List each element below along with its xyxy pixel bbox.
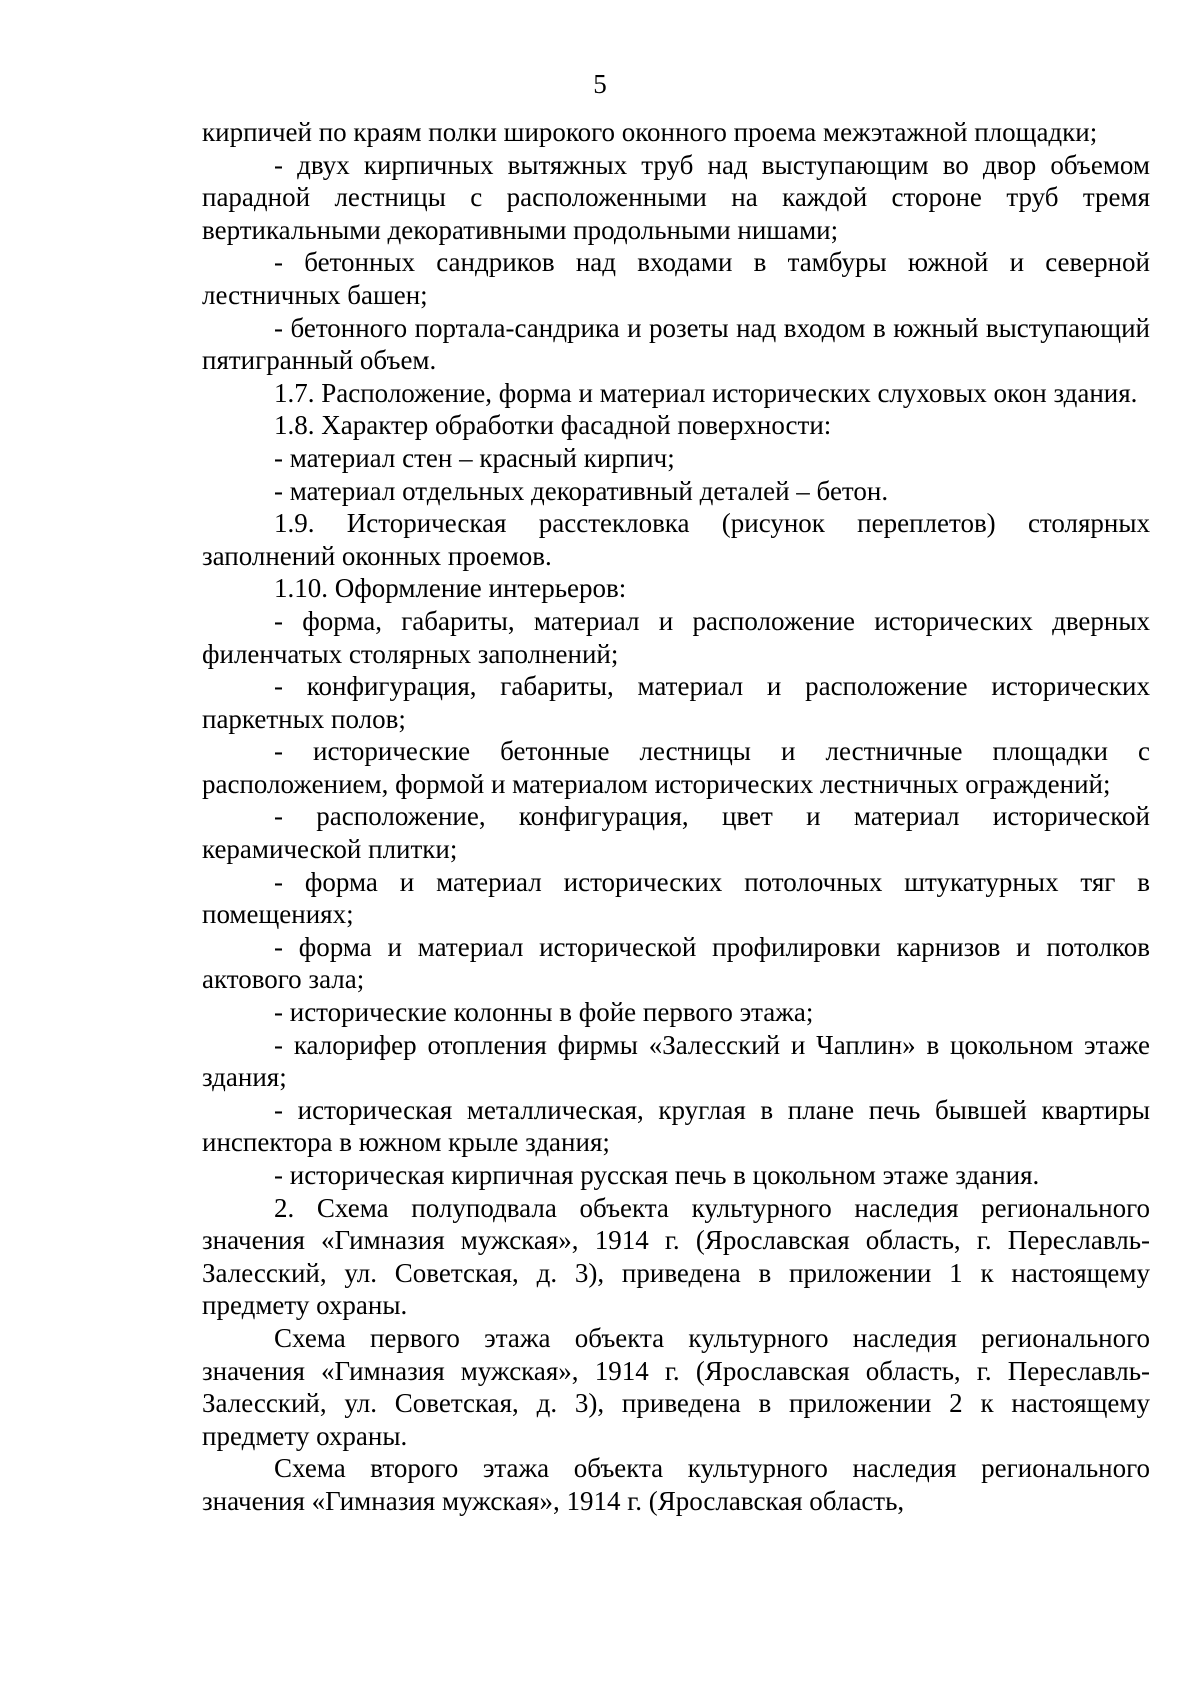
section-1-9: 1.9. Историческая расстекловка (рисунок переплетов) столярных заполнений оконных проемов. [202, 508, 1150, 571]
section-2: 2. Схема полуподвала объекта культурного наследия регионального значения «Гимназия мужская», 1914 г. (Ярославская область, г. Переславль-Залесский, ул. Советская, д. 3), приведена в приложении 1 к настоящему предмету охраны. [202, 1192, 1150, 1321]
page-number: 5 [593, 69, 607, 99]
document-body [202, 116, 1150, 1518]
list-item-ceiling-moldings: - форма и материал исторических потолочных штукатурных тяг в помещениях; [202, 866, 1150, 930]
list-item-parquet: - конфигурация, габариты, материал и расположение исторических паркетных полов; [202, 671, 1150, 734]
list-item-stairs: - исторические бетонные лестницы и лестничные площадки с расположением, формой и материалом исторических лестничных ограждений; [202, 736, 1150, 799]
section-1-7: 1.7. Расположение, форма и материал исторических слуховых окон здания. [274, 377, 1138, 408]
list-item-portal: - бетонного портала-сандрика и розеты над входом в южный выступающий пятигранный объем. [202, 312, 1150, 376]
list-item-doors: - форма, габариты, материал и расположение исторических дверных филенчатых столярных заполнений; [202, 605, 1150, 669]
paragraph-continuation: кирпичей по краям полки широкого оконного проема межэтажной площадки; [202, 117, 1098, 147]
list-item-metal-stove: - историческая металлическая, круглая в плане печь бывшей квартиры инспектора в южном крыле здания; [202, 1094, 1150, 1158]
list-item-sandriks: - бетонных сандриков над входами в тамбуры южной и северной лестничных башен; [202, 247, 1150, 310]
paragraph-second-floor-scheme: Схема второго этажа объекта культурного наследия регионального значения «Гимназия мужская», 1914 г. (Ярославская область, [202, 1453, 1150, 1516]
list-item-brick-stove: - историческая кирпичная русская печь в цокольном этаже здания. [274, 1160, 1040, 1190]
paragraph-first-floor-scheme: Схема первого этажа объекта культурного наследия регионального значения «Гимназия мужская», 1914 г. (Ярославская область, г. Переславль-Залесский, ул. Советская, д. 3), приведена в приложении 2 к настоящему предмету охраны. [202, 1322, 1150, 1451]
list-item-detail-material: - материал отдельных декоративный деталей – бетон. [274, 475, 889, 506]
section-1-10: 1.10. Оформление интерьеров: [274, 573, 627, 604]
list-item-columns: - исторические колонны в фойе первого этажа; [274, 997, 814, 1028]
list-item-heater: - калорифер отопления фирмы «Залесский и Чаплин» в цокольном этаже здания; [202, 1029, 1150, 1093]
list-item-wall-material: - материал стен – красный кирпич; [274, 442, 675, 473]
list-item-cornices: - форма и материал исторической профилировки карнизов и потолков актового зала; [202, 931, 1150, 995]
section-1-8: 1.8. Характер обработки фасадной поверхности: [274, 410, 832, 441]
list-item-chimneys: - двух кирпичных вытяжных труб над выступающим во двор объемом парадной лестницы с расположенными на каждой стороне труб тремя вертикальными декоративными продольными нишами; [202, 149, 1150, 245]
list-item-tiles: - расположение, конфигурация, цвет и материал исторической керамической плитки; [202, 801, 1150, 865]
